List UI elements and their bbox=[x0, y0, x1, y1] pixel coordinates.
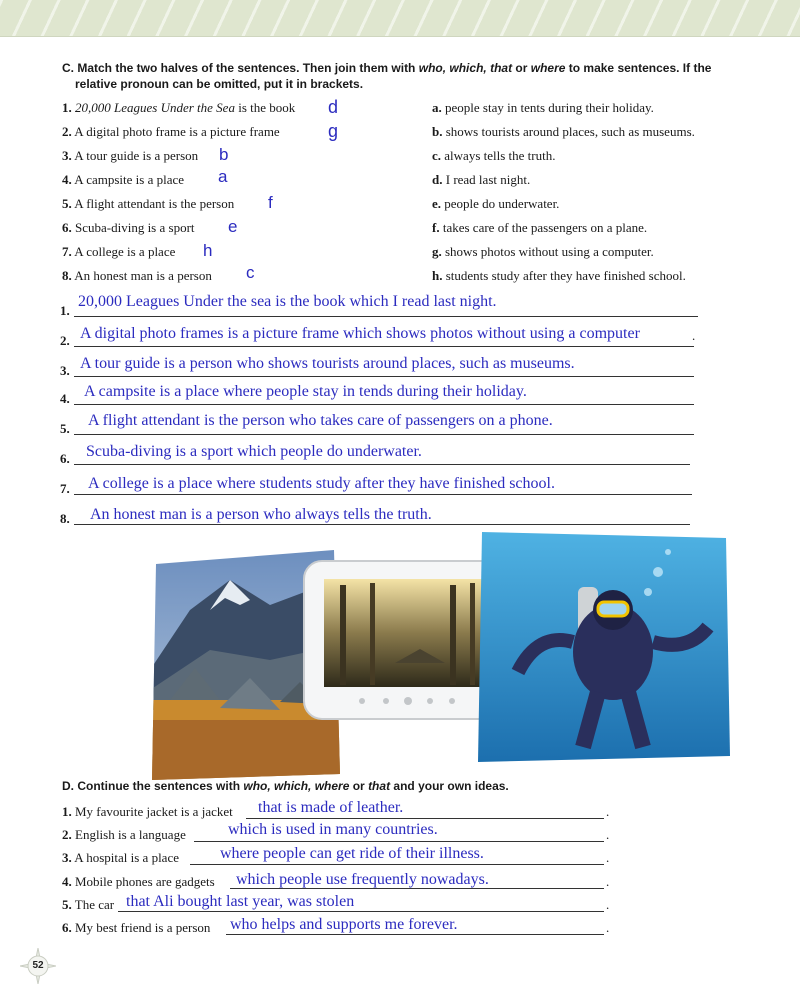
written-answer-1: 20,000 Leagues Under the sea is the book which I read last night. bbox=[78, 293, 497, 310]
d-item-4: 4. Mobile phones are gadgets bbox=[62, 874, 215, 889]
d-item-5: 5. The car bbox=[62, 897, 115, 912]
written-number-6: 6. bbox=[60, 451, 70, 466]
page-number: 52 bbox=[32, 960, 44, 971]
match-right-c: c. always tells the truth. bbox=[432, 148, 556, 163]
d-end-5: . bbox=[606, 897, 610, 912]
written-number-4: 4. bbox=[60, 391, 70, 406]
d-answer-4: which people use frequently nowadays. bbox=[236, 871, 489, 888]
top-banner bbox=[0, 0, 800, 37]
written-answer-3: A tour guide is a person who shows tourists around places, such as museums. bbox=[80, 355, 575, 372]
written-number-8: 8. bbox=[60, 511, 70, 526]
match-answer-4: a bbox=[218, 167, 228, 186]
match-left-2: 2. A digital photo frame is a picture frame bbox=[62, 124, 280, 139]
match-right-e: e. people do underwater. bbox=[432, 196, 560, 211]
match-right-g: g. shows photos without using a computer. bbox=[432, 244, 654, 259]
written-answer-7: A college is a place where students study after they have finished school. bbox=[88, 475, 555, 492]
written-answer-6: Scuba-diving is a sport which people do underwater. bbox=[86, 443, 422, 460]
d-end-6: . bbox=[606, 920, 610, 935]
written-answer-4: A campsite is a place where people stay in tends during their holiday. bbox=[84, 383, 527, 400]
match-left-1: 1. 20,000 Leagues Under the Sea is the book bbox=[62, 100, 296, 115]
section-d-instructions: D. Continue the sentences with who, which, where or that and your own ideas. bbox=[62, 779, 509, 793]
section-c-instructions: C. Match the two halves of the sentences. Then join them with who, which, that or where to make sentences. If the relative pronoun can be omitted, put it in brackets. bbox=[62, 61, 712, 91]
match-answer-8: c bbox=[246, 263, 255, 282]
d-answer-6: who helps and supports me forever. bbox=[230, 916, 458, 933]
d-end-4: . bbox=[606, 874, 610, 889]
match-answer-5: f bbox=[268, 193, 273, 212]
d-item-6: 6. My best friend is a person bbox=[62, 920, 211, 935]
d-item-2: 2. English is a language bbox=[62, 827, 186, 842]
written-number-3: 3. bbox=[60, 363, 70, 378]
match-right-b: b. shows tourists around places, such as museums. bbox=[432, 124, 695, 139]
written-answer-8: An honest man is a person who always tells the truth. bbox=[90, 506, 432, 523]
d-end-2: . bbox=[606, 827, 610, 842]
d-answer-1: that is made of leather. bbox=[258, 799, 404, 816]
d-end-1: . bbox=[606, 804, 610, 819]
match-answer-2: g bbox=[328, 121, 339, 141]
match-answer-1: d bbox=[328, 97, 339, 117]
match-answer-6: e bbox=[228, 217, 238, 236]
match-answer-3: b bbox=[219, 145, 229, 164]
written-number-5: 5. bbox=[60, 421, 70, 436]
written-number-2: 2. bbox=[60, 333, 70, 348]
d-item-1: 1. My favourite jacket is a jacket bbox=[62, 804, 233, 819]
match-right-f: f. takes care of the passengers on a plane. bbox=[432, 220, 648, 235]
match-answer-7: h bbox=[203, 241, 213, 260]
match-left-4: 4. A campsite is a place bbox=[62, 172, 185, 187]
match-left-6: 6. Scuba-diving is a sport bbox=[62, 220, 195, 235]
match-left-3: 3. A tour guide is a person bbox=[62, 148, 199, 163]
page-number-badge bbox=[20, 948, 56, 984]
d-end-3: . bbox=[606, 850, 610, 865]
match-left-5: 5. A flight attendant is the person bbox=[62, 196, 235, 211]
d-answer-2: which is used in many countries. bbox=[228, 821, 438, 838]
match-right-d: d. I read last night. bbox=[432, 172, 531, 187]
written-tail-2: . bbox=[692, 328, 696, 343]
written-answer-2: A digital photo frames is a picture frame which shows photos without using a computer bbox=[80, 325, 640, 342]
d-answer-5: that Ali bought last year, was stolen bbox=[126, 893, 355, 910]
match-right-a: a. people stay in tents during their holiday. bbox=[432, 100, 654, 115]
written-number-1: 1. bbox=[60, 303, 70, 318]
written-number-7: 7. bbox=[60, 481, 70, 496]
written-answer-5: A flight attendant is the person who takes care of passengers on a phone. bbox=[88, 412, 553, 429]
match-right-h: h. students study after they have finished school. bbox=[432, 268, 686, 283]
d-item-3: 3. A hospital is a place bbox=[62, 850, 179, 865]
match-left-7: 7. A college is a place bbox=[62, 244, 176, 259]
d-answer-3: where people can get ride of their illness. bbox=[220, 845, 484, 862]
match-left-8: 8. An honest man is a person bbox=[62, 268, 212, 283]
scuba-diver-photo bbox=[478, 532, 730, 762]
